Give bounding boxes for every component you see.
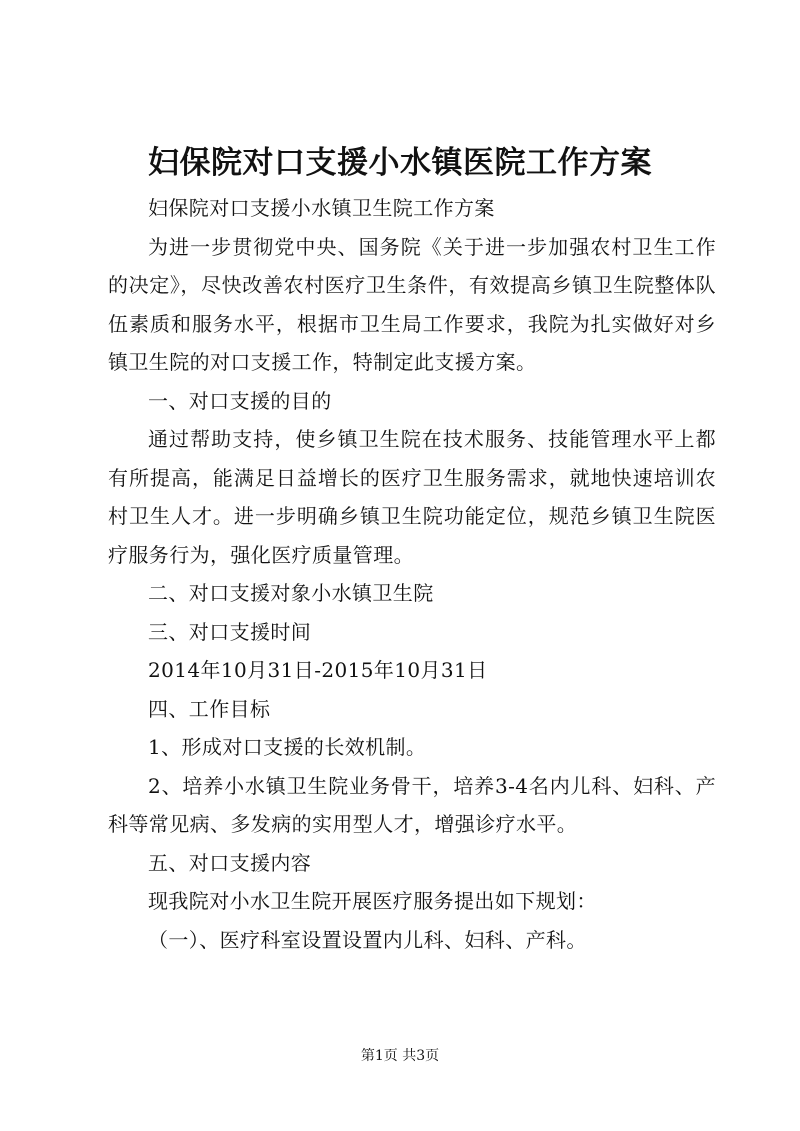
heading-content: 五、对口支援内容 xyxy=(148,850,312,875)
heading-target: 二、对口支援对象小水镇卫生院 xyxy=(148,581,434,605)
document-body xyxy=(108,189,716,959)
heading-goals: 四、工作目标 xyxy=(148,696,271,721)
goal-item-1: 1、形成对口支援的长效机制。 xyxy=(148,735,427,759)
document-title: 妇保院对口支援小水镇医院工作方案 xyxy=(148,145,652,181)
plan-item-1: （一）、医疗科室设置设置内儿科、妇科、产科。 xyxy=(148,927,587,952)
goal-item-2: 2、培养小水镇卫生院业务骨干，培养3-4名内儿科、妇科、产科等常见病、多发病的实用型人才，增强诊疗水平。 xyxy=(108,773,716,836)
paragraph-time-range: 2014年10月31日-2015年10月31日 xyxy=(148,658,488,682)
paragraph-intro: 为进一步贯彻党中央、国务院《关于进一步加强农村卫生工作的决定》，尽快改善农村医疗卫生条件，有效提高乡镇卫生院整体队伍素质和服务水平，根据市卫生局工作要求，我院为扎实做好对乡镇卫生院的对口支援工作，特制定此支援方案。 xyxy=(108,234,716,374)
paragraph-subtitle: 妇保院对口支援小水镇卫生院工作方案 xyxy=(148,196,495,220)
heading-purpose: 一、对口支援的目的 xyxy=(148,388,332,413)
paragraph-plan-intro: 现我院对小水卫生院开展医疗服务提出如下规划： xyxy=(148,889,597,913)
heading-time: 三、对口支援时间 xyxy=(148,619,312,644)
page-footer: 第1页 共3页 xyxy=(360,1048,440,1064)
paragraph-purpose: 通过帮助支持，使乡镇卫生院在技术服务、技能管理水平上都有所提高，能满足日益增长的医疗卫生服务需求，就地快速培训农村卫生人才。进一步明确乡镇卫生院功能定位，规范乡镇卫生院医疗服务行为，强化医疗质量管理。 xyxy=(108,427,716,567)
